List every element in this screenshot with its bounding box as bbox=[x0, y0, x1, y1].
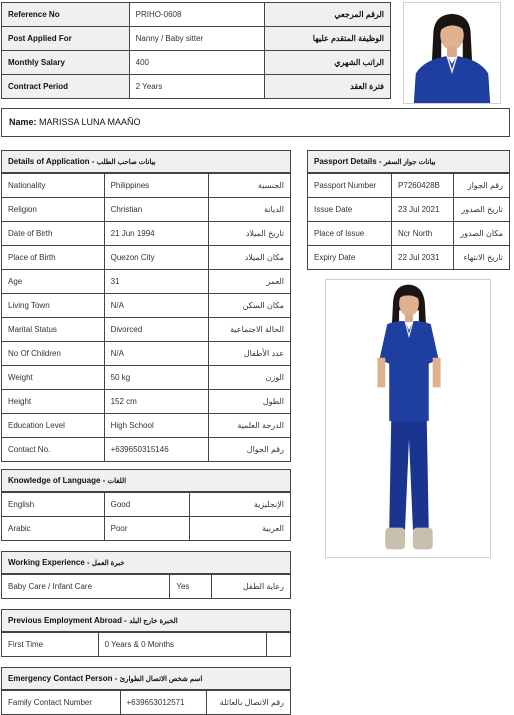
contract-value: 2 Years bbox=[129, 75, 265, 99]
application-value-cell: 152 cm bbox=[104, 390, 209, 414]
post-label: Post Applied For bbox=[2, 27, 130, 51]
application-ar-cell: تاريخ الميلاد bbox=[209, 222, 291, 246]
application-label-cell: Age bbox=[2, 270, 105, 294]
full-body-icon bbox=[326, 280, 490, 557]
salary-value: 400 bbox=[129, 51, 265, 75]
application-header bbox=[1, 150, 291, 173]
table-row bbox=[2, 174, 291, 198]
language-value-cell: Poor bbox=[104, 517, 190, 541]
application-ar-cell: العمر bbox=[209, 270, 291, 294]
application-label-cell: Education Level bbox=[2, 414, 105, 438]
table-row bbox=[308, 222, 510, 246]
name-label: Name: bbox=[9, 117, 37, 127]
table-row bbox=[2, 270, 291, 294]
emergency-header bbox=[1, 667, 291, 690]
application-ar-cell: الوزن bbox=[209, 366, 291, 390]
contract-label-ar: فترة العقد bbox=[265, 75, 391, 99]
passport-table bbox=[307, 173, 510, 270]
table-row bbox=[308, 246, 510, 270]
language-value-cell: Good bbox=[104, 493, 190, 517]
table-row bbox=[2, 633, 291, 657]
passport-header bbox=[307, 150, 510, 173]
language-table bbox=[1, 492, 291, 541]
application-value-cell: 50 kg bbox=[104, 366, 209, 390]
top-info-table bbox=[1, 2, 391, 99]
table-row bbox=[2, 575, 291, 599]
language-title-ar: اللغات bbox=[107, 478, 127, 485]
experience-title-ar: خبرة العمل bbox=[91, 560, 125, 567]
application-value-cell: Divorced bbox=[104, 318, 209, 342]
application-table bbox=[1, 173, 291, 462]
reference-label-ar: الرقم المرجعي bbox=[265, 3, 391, 27]
application-label-cell: Religion bbox=[2, 198, 105, 222]
language-ar-cell: الإنجليزية bbox=[190, 493, 291, 517]
application-label-cell: Living Town bbox=[2, 294, 105, 318]
emergency-title: Emergency Contact Person - bbox=[8, 674, 118, 683]
language-title: Knowledge of Language - bbox=[8, 476, 106, 485]
abroad-table bbox=[1, 632, 291, 657]
emergency-title-ar: اسم شخص الاتصال الطوارئ bbox=[119, 676, 203, 683]
application-value-cell: High School bbox=[104, 414, 209, 438]
table-row bbox=[2, 493, 291, 517]
application-ar-cell: مكان الميلاد bbox=[209, 246, 291, 270]
salary-label: Monthly Salary bbox=[2, 51, 130, 75]
abroad-value-cell: 0 Years & 0 Months bbox=[98, 633, 266, 657]
portrait-icon bbox=[404, 3, 500, 103]
experience-title: Working Experience - bbox=[8, 558, 90, 567]
application-title: Details of Application - bbox=[8, 157, 95, 166]
language-header bbox=[1, 469, 291, 492]
table-row bbox=[2, 517, 291, 541]
application-ar-cell: الدرجة العلمية bbox=[209, 414, 291, 438]
application-ar-cell: مكان السكن bbox=[209, 294, 291, 318]
application-ar-cell: عدد الأطفال bbox=[209, 342, 291, 366]
application-label-cell: Place of Birth bbox=[2, 246, 105, 270]
passport-label-cell: Passport Number bbox=[308, 174, 392, 198]
reference-value: PRIHO-0608 bbox=[129, 3, 265, 27]
experience-table bbox=[1, 574, 291, 599]
application-ar-cell: الجنسية bbox=[209, 174, 291, 198]
passport-title-ar: بيانات جواز السفر bbox=[383, 159, 436, 166]
table-row bbox=[2, 691, 291, 715]
table-row bbox=[2, 27, 391, 51]
abroad-ar-cell bbox=[267, 633, 291, 657]
experience-ar-cell: رعاية الطفل bbox=[212, 575, 291, 599]
application-title-ar: بيانات صاحب الطلب bbox=[96, 159, 156, 166]
application-label-cell: No Of Children bbox=[2, 342, 105, 366]
reference-label: Reference No bbox=[2, 3, 130, 27]
table-row bbox=[308, 174, 510, 198]
emergency-value-cell: +639653012571 bbox=[120, 691, 207, 715]
application-label-cell: Contact No. bbox=[2, 438, 105, 462]
application-label-cell: Nationality bbox=[2, 174, 105, 198]
full-body-photo bbox=[325, 279, 491, 558]
application-ar-cell: رقم الجوال bbox=[209, 438, 291, 462]
application-ar-cell: الطول bbox=[209, 390, 291, 414]
table-row bbox=[2, 75, 391, 99]
passport-label-cell: Expiry Date bbox=[308, 246, 392, 270]
language-label-cell: Arabic bbox=[2, 517, 105, 541]
table-row bbox=[2, 51, 391, 75]
table-row bbox=[2, 198, 291, 222]
passport-ar-cell: تاريخ الانتهاء bbox=[454, 246, 510, 270]
table-row bbox=[2, 342, 291, 366]
table-row bbox=[2, 366, 291, 390]
application-label-cell: Height bbox=[2, 390, 105, 414]
application-value-cell: Quezon City bbox=[104, 246, 209, 270]
name-value: MARISSA LUNA MAAÑO bbox=[39, 117, 141, 127]
passport-ar-cell: رقم الجواز bbox=[454, 174, 510, 198]
abroad-title: Previous Employment Abroad - bbox=[8, 616, 127, 625]
experience-header bbox=[1, 551, 291, 574]
application-label-cell: Marital Status bbox=[2, 318, 105, 342]
passport-value-cell: 23 Jul 2021 bbox=[392, 198, 454, 222]
contract-label: Contract Period bbox=[2, 75, 130, 99]
table-row bbox=[2, 294, 291, 318]
table-row bbox=[2, 390, 291, 414]
passport-title: Passport Details - bbox=[314, 157, 382, 166]
application-value-cell: 21 Jun 1994 bbox=[104, 222, 209, 246]
application-value-cell: 31 bbox=[104, 270, 209, 294]
abroad-label-cell: First Time bbox=[2, 633, 99, 657]
application-ar-cell: الديانة bbox=[209, 198, 291, 222]
table-row bbox=[2, 318, 291, 342]
application-value-cell: N/A bbox=[104, 342, 209, 366]
application-value-cell: +639650315146 bbox=[104, 438, 209, 462]
abroad-header bbox=[1, 609, 291, 632]
emergency-ar-cell: رقم الاتصال بالعائلة bbox=[207, 691, 291, 715]
post-value: Nanny / Baby sitter bbox=[129, 27, 265, 51]
passport-ar-cell: تاريخ الصدور bbox=[454, 198, 510, 222]
application-value-cell: Philippines bbox=[104, 174, 209, 198]
experience-value-cell: Yes bbox=[170, 575, 212, 599]
experience-label-cell: Baby Care / Infant Care bbox=[2, 575, 170, 599]
application-label-cell: Date of Birth bbox=[2, 222, 105, 246]
abroad-title-ar: الخبرة خارج البلد bbox=[129, 618, 178, 625]
passport-label-cell: Issue Date bbox=[308, 198, 392, 222]
application-value-cell: N/A bbox=[104, 294, 209, 318]
application-value-cell: Christian bbox=[104, 198, 209, 222]
name-box bbox=[1, 108, 510, 137]
language-ar-cell: العربية bbox=[190, 517, 291, 541]
application-ar-cell: الحالة الاجتماعية bbox=[209, 318, 291, 342]
post-label-ar: الوظيفة المتقدم عليها bbox=[265, 27, 391, 51]
emergency-table bbox=[1, 690, 291, 715]
table-row bbox=[2, 3, 391, 27]
language-label-cell: English bbox=[2, 493, 105, 517]
table-row bbox=[2, 246, 291, 270]
salary-label-ar: الراتب الشهري bbox=[265, 51, 391, 75]
portrait-photo bbox=[403, 2, 501, 104]
passport-value-cell: P7260428B bbox=[392, 174, 454, 198]
passport-value-cell: 22 Jul 2031 bbox=[392, 246, 454, 270]
table-row bbox=[308, 198, 510, 222]
application-label-cell: Weight bbox=[2, 366, 105, 390]
passport-label-cell: Place of Issue bbox=[308, 222, 392, 246]
passport-ar-cell: مكان الصدور bbox=[454, 222, 510, 246]
table-row bbox=[2, 414, 291, 438]
passport-value-cell: Ncr North bbox=[392, 222, 454, 246]
table-row bbox=[2, 222, 291, 246]
table-row bbox=[2, 438, 291, 462]
emergency-label-cell: Family Contact Number bbox=[2, 691, 121, 715]
